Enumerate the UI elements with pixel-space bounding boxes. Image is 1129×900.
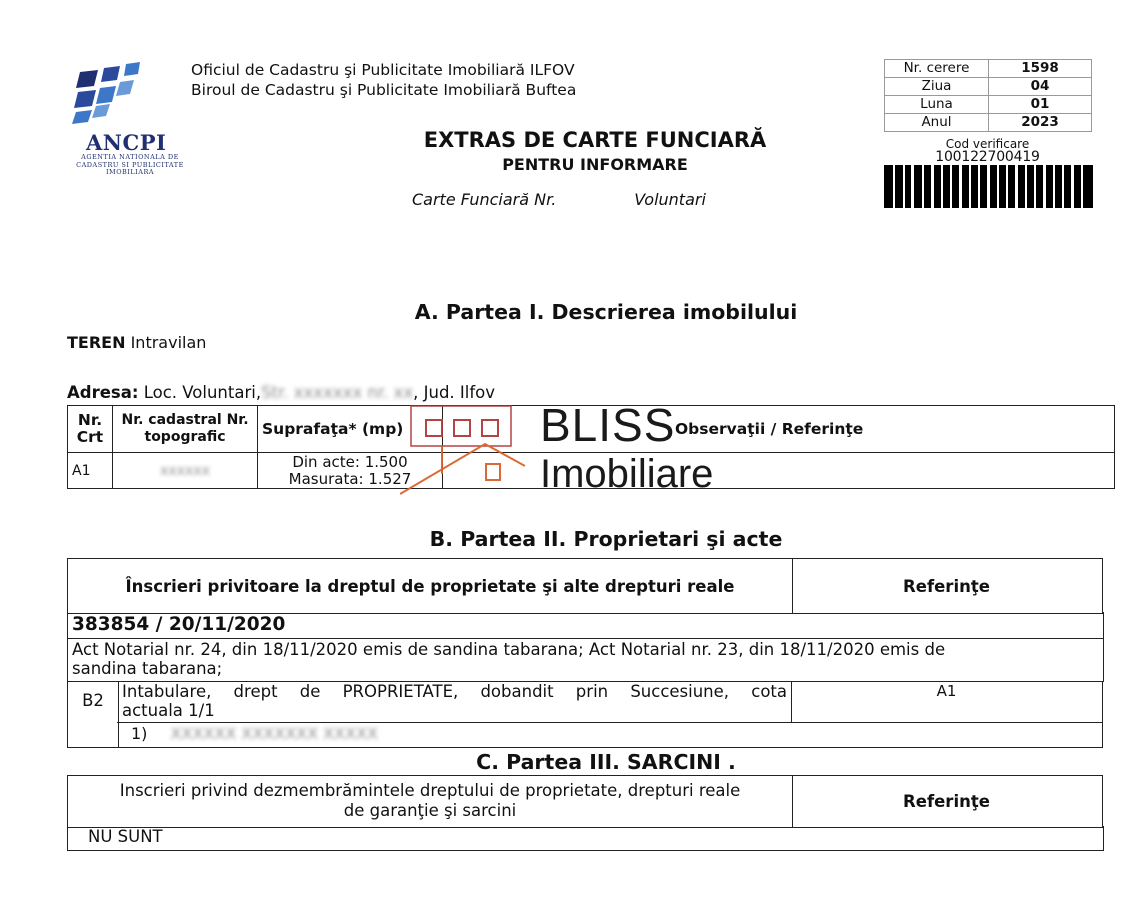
cell-nr-crt: A1 [68,453,113,489]
teren-label: TEREN [67,333,126,352]
office-line-2: Biroul de Cadastru şi Publicitate Imobiliară Buftea [191,81,577,99]
cod-verificare-value: 100122700419 [935,149,1040,165]
b2-text-box [117,681,792,723]
part-b-header-left: Înscrieri privitoare la dreptul de proprietate şi alte drepturi reale [125,576,735,596]
b2-ref-box [791,681,1103,723]
owner-redacted: XXXXXX XXXXXXX XXXXX [170,724,378,743]
barcode [884,165,1093,208]
office-block [191,60,576,100]
b2-ref: A1 [936,682,957,700]
part-a-title: A. Partea I. Descrierea imobilului [414,300,798,324]
cf-label: Carte Funciară Nr. [412,190,557,209]
owner-line [117,722,1102,746]
acts-box [67,638,1104,682]
request-row [885,96,1092,114]
col-observatii: Observaţii / Referinţe [443,406,1115,453]
acts-line-1: Act Notarial nr. 24, din 18/11/2020 emis de sandina tabarana; Act Notarial nr. 23, din 18/11/2020 emis de [72,640,946,659]
cod-verificare-label: Cod verificare [945,137,1030,151]
request-table [884,59,1092,132]
adresa-tail: , Jud. Ilfov [413,383,496,402]
request-value: 1598 [989,60,1092,78]
part-c-header-left-line2: de garanţie şi sarcini [343,801,517,820]
request-label: Nr. cerere [885,60,989,78]
adresa-value: Loc. Voluntari, [143,383,262,402]
cell-nr-cadastral: xxxxxx [113,453,258,489]
watermark-line1: BLISS [540,399,676,451]
b2-text-line-2: actuala 1/1 [122,701,215,720]
carte-funciara-line [412,190,706,209]
part-c-value-box [67,826,1104,851]
request-row [885,114,1092,132]
request-label: Luna [885,96,989,114]
part-c-value: NU SUNT [88,827,163,846]
part-b-header-right-box [791,558,1103,614]
owner-box [117,722,1103,748]
request-label: Ziua [885,78,989,96]
teren-value: Intravilan [130,333,207,352]
request-value: 01 [989,96,1092,114]
part-b-title: B. Partea II. Proprietari şi acte [429,527,783,551]
watermark-line2: Imobiliare [540,452,714,496]
adresa-label: Adresa: [67,383,139,402]
document-subtitle: PENTRU INFORMARE [502,155,688,174]
b2-code: B2 [82,691,104,710]
col-nr-cadastral: Nr. cadastral Nr. topografic [113,406,258,453]
part-c-title: C. Partea III. SARCINI . [476,750,736,774]
part-b-header-left-box [67,558,793,614]
part-c-header-left-line1: Inscrieri privind dezmembrămintele dreptului de proprietate, drepturi reale [119,781,741,800]
logo-subtext: AGENTIA NATIONALA DE CADASTRU SI PUBLICITATE IMOBILIARA [76,153,184,176]
b2-code-box [67,681,119,748]
acts-line-2: sandina tabarana; [72,659,223,678]
entry-number: 383854 / 20/11/2020 [72,614,286,635]
request-value: 2023 [989,114,1092,132]
office-line-1: Oficiul de Cadastru şi Publicitate Imobiliară ILFOV [191,61,575,79]
col-nr-crt: Nr. Crt [68,406,113,453]
col-suprafata: Suprafaţa* (mp) [258,406,443,453]
part-c-header-right: Referinţe [903,792,990,811]
part-c-header-left-box [67,775,793,828]
adresa-redacted: Str. xxxxxxx nr. xx [261,383,414,402]
cf-locality: Voluntari [634,190,706,209]
b2-text-line-1: Intabulare, drept de PROPRIETATE, dobandit prin Succesiune, cota [122,682,787,701]
din-acte: Din acte: 1.500 [292,452,408,471]
logo-text: ANCPI [86,130,167,155]
part-c-header-right-box [791,775,1103,828]
request-row [885,60,1092,78]
part-b-header-right: Referinţe [903,576,990,596]
entry-number-box [67,612,1104,639]
masurata: Masurata: 1.527 [288,469,412,488]
part-c-header-left [68,776,792,821]
adresa-line [67,383,495,402]
owner-index: 1) [131,724,148,743]
request-row [885,78,1092,96]
teren-line [67,333,206,352]
document-title: EXTRAS DE CARTE FUNCIARĂ [423,128,767,152]
request-label: Anul [885,114,989,132]
request-value: 04 [989,78,1092,96]
